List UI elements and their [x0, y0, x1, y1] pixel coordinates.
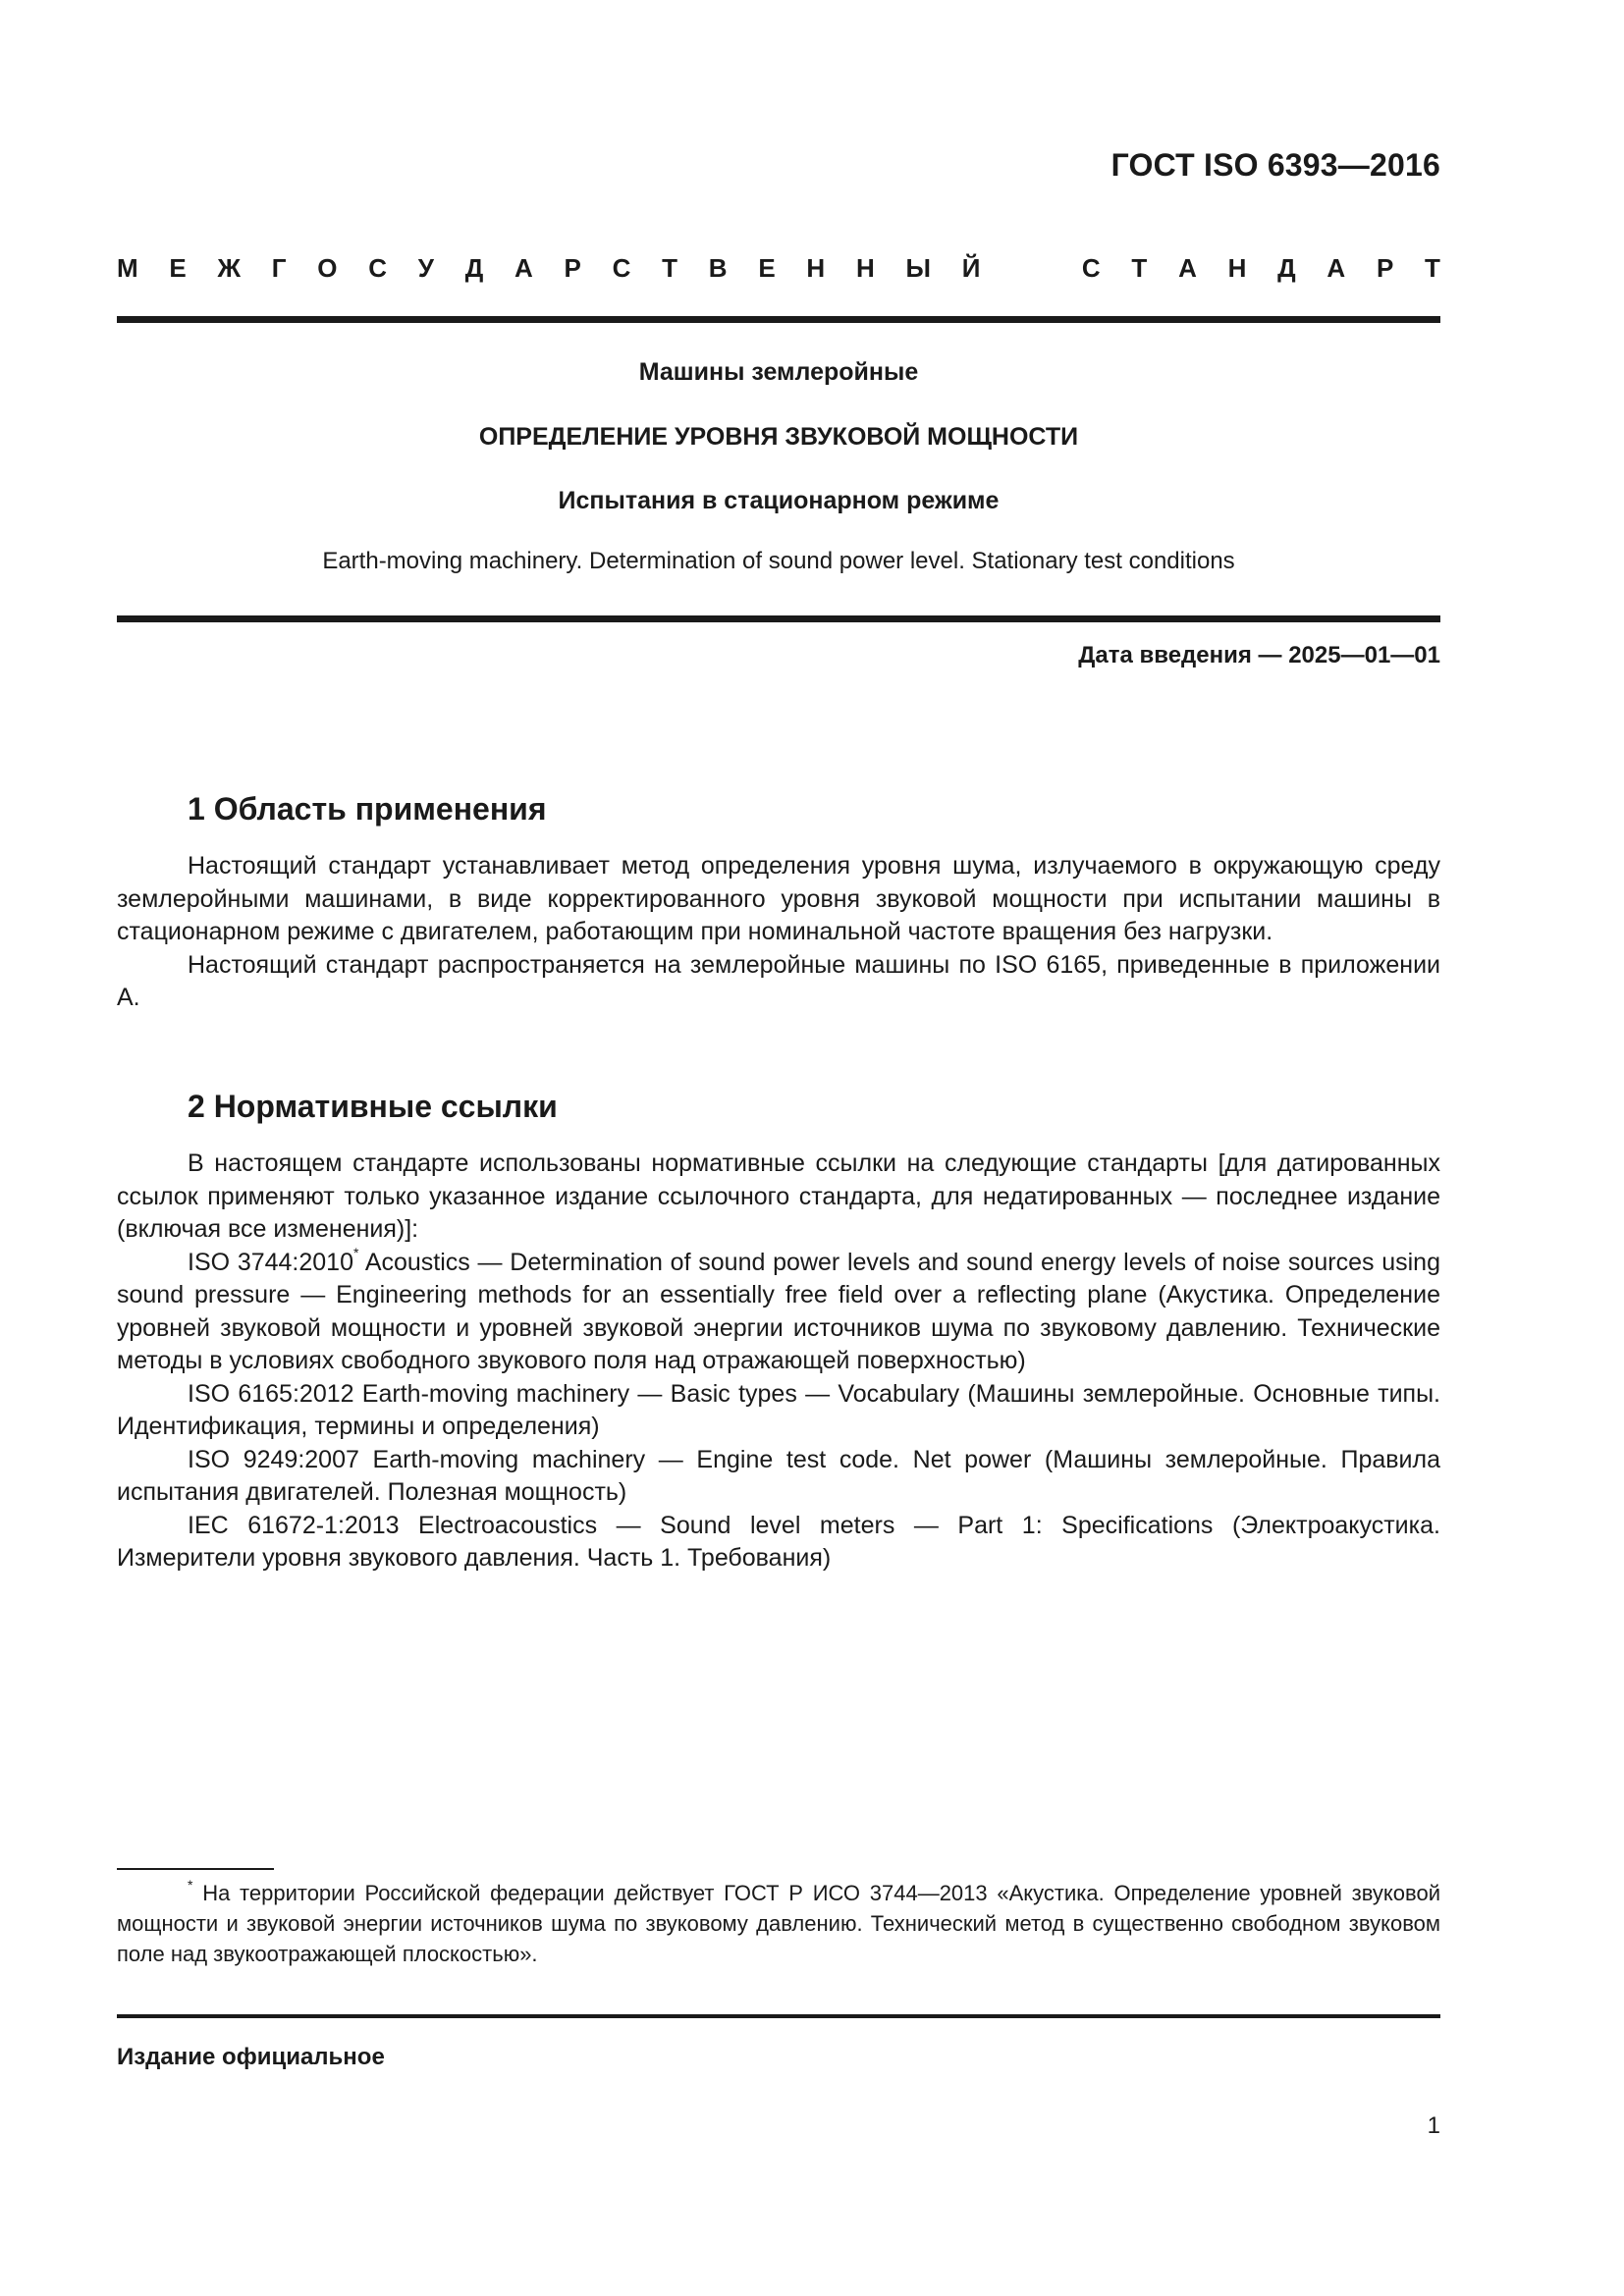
title-machines: Машины землеройные — [638, 358, 919, 386]
heading-letter: Р — [1376, 253, 1394, 283]
official-edition-label: Издание официальное — [117, 2044, 385, 2070]
footnote-text: На территории Российской федерации действует ГОСТ Р ИСО 3744—2013 «Акустика. Определение уровней звуковой мощности и звуковой энергии источников шума по звуковому давлению. Технический метод в существенно свободном звуковом поле над звукоотражающей плоскостью». — [117, 1881, 1440, 1966]
heading-letter: Н — [855, 253, 875, 283]
footnote-marker: * — [188, 1876, 193, 1893]
heading-letter: Т — [1425, 253, 1440, 283]
paragraph: Настоящий стандарт распространяется на землеройные машины по ISO 6165, приведенные в приложении А. — [117, 950, 1440, 1011]
heading-letter: Й — [961, 253, 981, 283]
heading-letter: С — [1081, 253, 1101, 283]
heading-letter: В — [708, 253, 728, 283]
paragraph: В настоящем стандарте использованы нормативные ссылки на следующие стандарты [для датированных ссылок применяют только указанное издание ссылочного стандарта, для недатированных — последнее издание (включая все изменения)]: — [117, 1149, 1440, 1243]
title-divider — [117, 615, 1440, 622]
reference-item: ISO 6165:2012 Earth-moving machinery — Basic types — Vocabulary (Машины землеройные. Основные типы. Идентификация, термины и определения) — [117, 1379, 1440, 1440]
reference-item: IEC 61672-1:2013 Electroacoustics — Sound level meters — Part 1: Specifications (Электроакустика. Измерители уровня звукового давления. Часть 1. Требования) — [117, 1511, 1440, 1572]
introduction-date: Дата введения — 2025—01—01 — [1078, 642, 1440, 668]
heading-letter: Т — [662, 253, 678, 283]
heading-letter: А — [1326, 253, 1346, 283]
page-number: 1 — [1427, 2112, 1440, 2139]
heading-letter: Е — [169, 253, 187, 283]
heading-letter: Г — [271, 253, 287, 283]
section-references-body — [117, 1148, 1440, 1575]
heading-letter: А — [514, 253, 533, 283]
heading-letter: Ж — [217, 253, 242, 283]
heading-letter: Р — [564, 253, 581, 283]
heading-letter: Н — [806, 253, 826, 283]
heading-letter: Д — [464, 253, 484, 283]
section-heading-references: 2 Нормативные ссылки — [188, 1089, 558, 1124]
heading-letter: У — [417, 253, 434, 283]
word-gap — [1011, 253, 1051, 284]
title-main: ОПРЕДЕЛЕНИЕ УРОВНЯ ЗВУКОВОЙ МОЩНОСТИ — [478, 423, 1079, 451]
section-scope-body — [117, 850, 1440, 1015]
document-code: ГОСТ ISO 6393—2016 — [1110, 147, 1440, 183]
reference-item: ISO 9249:2007 Earth-moving machinery — Engine test code. Net power (Машины землеройные. Правила испытания двигателей. Полезная мощность) — [117, 1445, 1440, 1506]
heading-letter: Т — [1131, 253, 1148, 283]
document-page — [117, 0, 1440, 2296]
top-divider — [117, 316, 1440, 323]
footnote — [117, 1878, 1440, 1969]
heading-letter: Д — [1277, 253, 1296, 283]
heading-letter: С — [612, 253, 631, 283]
footnote-marker: * — [353, 1245, 359, 1261]
section-heading-scope: 1 Область применения — [188, 791, 547, 827]
title-subtitle: Испытания в стационарном режиме — [558, 487, 1000, 514]
heading-letter: О — [317, 253, 338, 283]
heading-letter: С — [368, 253, 388, 283]
heading-letter: А — [1178, 253, 1197, 283]
heading-letter: Н — [1227, 253, 1247, 283]
heading-letter: Ы — [905, 253, 931, 283]
paragraph: Настоящий стандарт устанавливает метод определения уровня шума, излучаемого в окружающую среду землеройными машинами, в виде корректированного уровня звуковой мощности при испытании машины в стационарном режиме с двигателем, работающим при номинальной частоте вращения без нагрузки. — [117, 852, 1440, 945]
heading-letter: Е — [758, 253, 776, 283]
footer-divider — [117, 2014, 1440, 2018]
reference-item — [117, 1247, 1440, 1378]
reference-code: ISO 3744:2010 — [188, 1248, 353, 1276]
interstate-standard-heading — [117, 253, 1440, 284]
heading-letter: М — [117, 253, 138, 283]
reference-text: Acoustics — Determination of sound power levels and sound energy levels of noise sources using sound pressure — Engineering methods for an essentially free field over a reflecting plane (Акустика. Определение уровней звуковой мощности и уровней звуковой энергии источников шума по звуковому давлению. Технические методы в условиях свободного звукового поля над отражающей поверхностью) — [117, 1248, 1440, 1374]
footnote-separator — [117, 1868, 274, 1870]
title-english: Earth-moving machinery. Determination of sound power level. Stationary test conditions — [322, 548, 1235, 574]
